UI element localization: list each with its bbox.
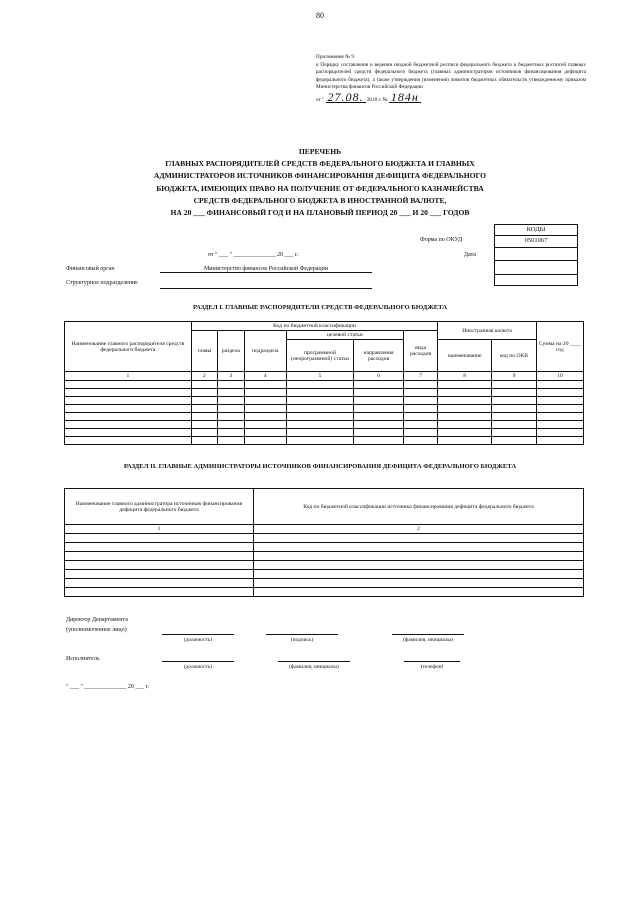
s1-h-cur-name: наименование bbox=[438, 340, 492, 372]
s1-num: 2 bbox=[191, 372, 217, 381]
s1-h-code: Код по бюджетной классификации bbox=[191, 322, 437, 331]
s2-num: 2 bbox=[254, 525, 584, 534]
s1-h-podrazdela: подраздела bbox=[244, 331, 286, 372]
s1-h-napr: направления расходов bbox=[354, 340, 404, 372]
section2-title: РАЗДЕЛ II. ГЛАВНЫЕ АДМИНИСТРАТОРЫ ИСТОЧНИКОВ ФИНАНСИРОВАНИЯ ДЕФИЦИТА ФЕДЕРАЛЬНОГО БЮДЖЕТА bbox=[123, 463, 517, 470]
s1-num: 10 bbox=[536, 372, 583, 381]
organ-code-cell bbox=[495, 261, 577, 275]
table-row bbox=[65, 552, 584, 561]
s1-num: 9 bbox=[492, 372, 537, 381]
table-row bbox=[65, 413, 584, 421]
table-row bbox=[65, 405, 584, 413]
s2-num: 1 bbox=[65, 525, 254, 534]
s1-h-razdela: раздела bbox=[218, 331, 245, 372]
s1-h-sum: Сумма на 20 ____ год bbox=[536, 322, 583, 372]
title-line-4: БЮДЖЕТА, ИМЕЮЩИХ ПРАВО НА ПОЛУЧЕНИЕ ОТ ФЕДЕРАЛЬНОГО КАЗНАЧЕЙСТВА bbox=[156, 183, 484, 193]
title-line-2: ГЛАВНЫХ РАСПОРЯДИТЕЛЕЙ СРЕДСТВ ФЕДЕРАЛЬНОГО БЮДЖЕТА И ГЛАВНЫХ bbox=[165, 159, 475, 169]
fin-organ-value: Министерство финансов Российской Федерации bbox=[160, 266, 372, 273]
okud-value: 0501067 bbox=[495, 235, 577, 248]
title-line-1: ПЕРЕЧЕНЬ bbox=[298, 147, 342, 156]
codes-header: КОДЫ bbox=[494, 224, 578, 236]
section2-table bbox=[64, 488, 584, 597]
director-signature-line: (подпись) bbox=[266, 634, 338, 643]
s1-h-okv: код по ОКВ bbox=[492, 340, 537, 372]
s1-num: 8 bbox=[438, 372, 492, 381]
appendix-date-prefix: от " bbox=[316, 96, 325, 103]
director-label: Директор Департамента bbox=[66, 617, 128, 623]
table-row bbox=[65, 561, 584, 570]
page-number: 80 bbox=[316, 11, 324, 20]
executor-name-line: (фамилия, инициалы) bbox=[278, 661, 350, 670]
appendix-block bbox=[316, 54, 586, 105]
table-row bbox=[65, 429, 584, 437]
table-row bbox=[65, 588, 584, 597]
section1-table bbox=[64, 321, 584, 445]
appendix-title: Приложение № 9 bbox=[316, 54, 354, 60]
appendix-date-year: 2018 г. № bbox=[366, 96, 388, 103]
s1-h-program: программной (непрограммной) статьи bbox=[286, 340, 353, 372]
s1-num: 7 bbox=[403, 372, 437, 381]
s1-h-currency: Иностранная валюта bbox=[438, 322, 537, 340]
date-label: Дата bbox=[464, 252, 476, 258]
form-date: от " ___ " ______________ 20 ___ г. bbox=[208, 252, 299, 258]
s1-num: 1 bbox=[65, 372, 192, 381]
codes-box bbox=[494, 235, 578, 286]
table-row bbox=[65, 543, 584, 552]
okud-label: Форма по ОКУД bbox=[420, 237, 463, 243]
struct-label: Структурное подразделение bbox=[66, 280, 138, 286]
date-code-cell bbox=[495, 248, 577, 261]
s2-h-code: Код по бюджетной классификации источника финансирования дефицита федерального бюджета bbox=[254, 489, 584, 525]
s1-h-glavy: главы bbox=[191, 331, 217, 372]
document-title bbox=[95, 146, 545, 219]
s1-num: 3 bbox=[218, 372, 245, 381]
table-row bbox=[65, 421, 584, 429]
s1-h-vida: вида расходов bbox=[403, 331, 437, 372]
authorized-label: (уполномоченное лицо) bbox=[66, 627, 127, 633]
sign-date: " ___ " ______________ 20 ___ г. bbox=[66, 684, 150, 690]
fin-organ-label: Финансовый орган bbox=[66, 266, 115, 272]
appendix-date bbox=[316, 89, 586, 105]
struct-code-cell bbox=[495, 275, 577, 287]
s1-num: 4 bbox=[244, 372, 286, 381]
title-line-6: НА 20 ___ ФИНАНСОВЫЙ ГОД И НА ПЛАНОВЫЙ ПЕРИОД 20 ___ И 20 ___ ГОДОВ bbox=[170, 208, 470, 218]
appendix-date-handwritten: 27.08. bbox=[327, 89, 364, 104]
appendix-text: к Порядку составления и ведения сводной бюджетной росписи федерального бюджета и бюджетных росписей главных распорядителей средств федерального бюджета (главных администраторов источников финансирования дефицита федерального бюджета), а также утверждения (изменения) лимитов бюджетных обязательств утвержденному приказом Министерства финансов Российской Федерации bbox=[316, 61, 586, 91]
executor-phone-line: (телефон) bbox=[404, 661, 460, 670]
director-name-line: (фамилия, инициалы) bbox=[392, 634, 464, 643]
section1-title: РАЗДЕЛ I. ГЛАВНЫЕ РАСПОРЯДИТЕЛИ СРЕДСТВ ФЕДЕРАЛЬНОГО БЮДЖЕТА bbox=[193, 304, 447, 311]
s1-h-target: целевой статьи bbox=[286, 331, 403, 340]
executor-position-line: (должность) bbox=[162, 661, 234, 670]
s2-h-name: Наименование главного администратора источников финансирования дефицита федерального бюджета bbox=[65, 489, 254, 525]
s1-num: 6 bbox=[354, 372, 404, 381]
table-row bbox=[65, 389, 584, 397]
table-row bbox=[65, 397, 584, 405]
table-row bbox=[65, 534, 584, 543]
appendix-number-handwritten: 184н bbox=[390, 89, 419, 104]
table-row bbox=[65, 437, 584, 445]
s1-num: 5 bbox=[286, 372, 353, 381]
executor-label: Исполнитель bbox=[66, 656, 100, 662]
title-line-5: СРЕДСТВ ФЕДЕРАЛЬНОГО БЮДЖЕТА В ИНОСТРАННОЙ ВАЛЮТЕ, bbox=[193, 195, 447, 205]
title-line-3: АДМИНИСТРАТОРОВ ИСТОЧНИКОВ ФИНАНСИРОВАНИЯ ДЕФИЦИТА ФЕДЕРАЛЬНОГО bbox=[153, 171, 487, 181]
s1-h-name: Наименование главного распорядителя средств федерального бюджета bbox=[65, 322, 192, 372]
table-row bbox=[65, 381, 584, 389]
struct-value-line bbox=[160, 288, 372, 289]
table-row bbox=[65, 570, 584, 579]
director-position-line: (должность) bbox=[162, 634, 234, 643]
table-row bbox=[65, 579, 584, 588]
